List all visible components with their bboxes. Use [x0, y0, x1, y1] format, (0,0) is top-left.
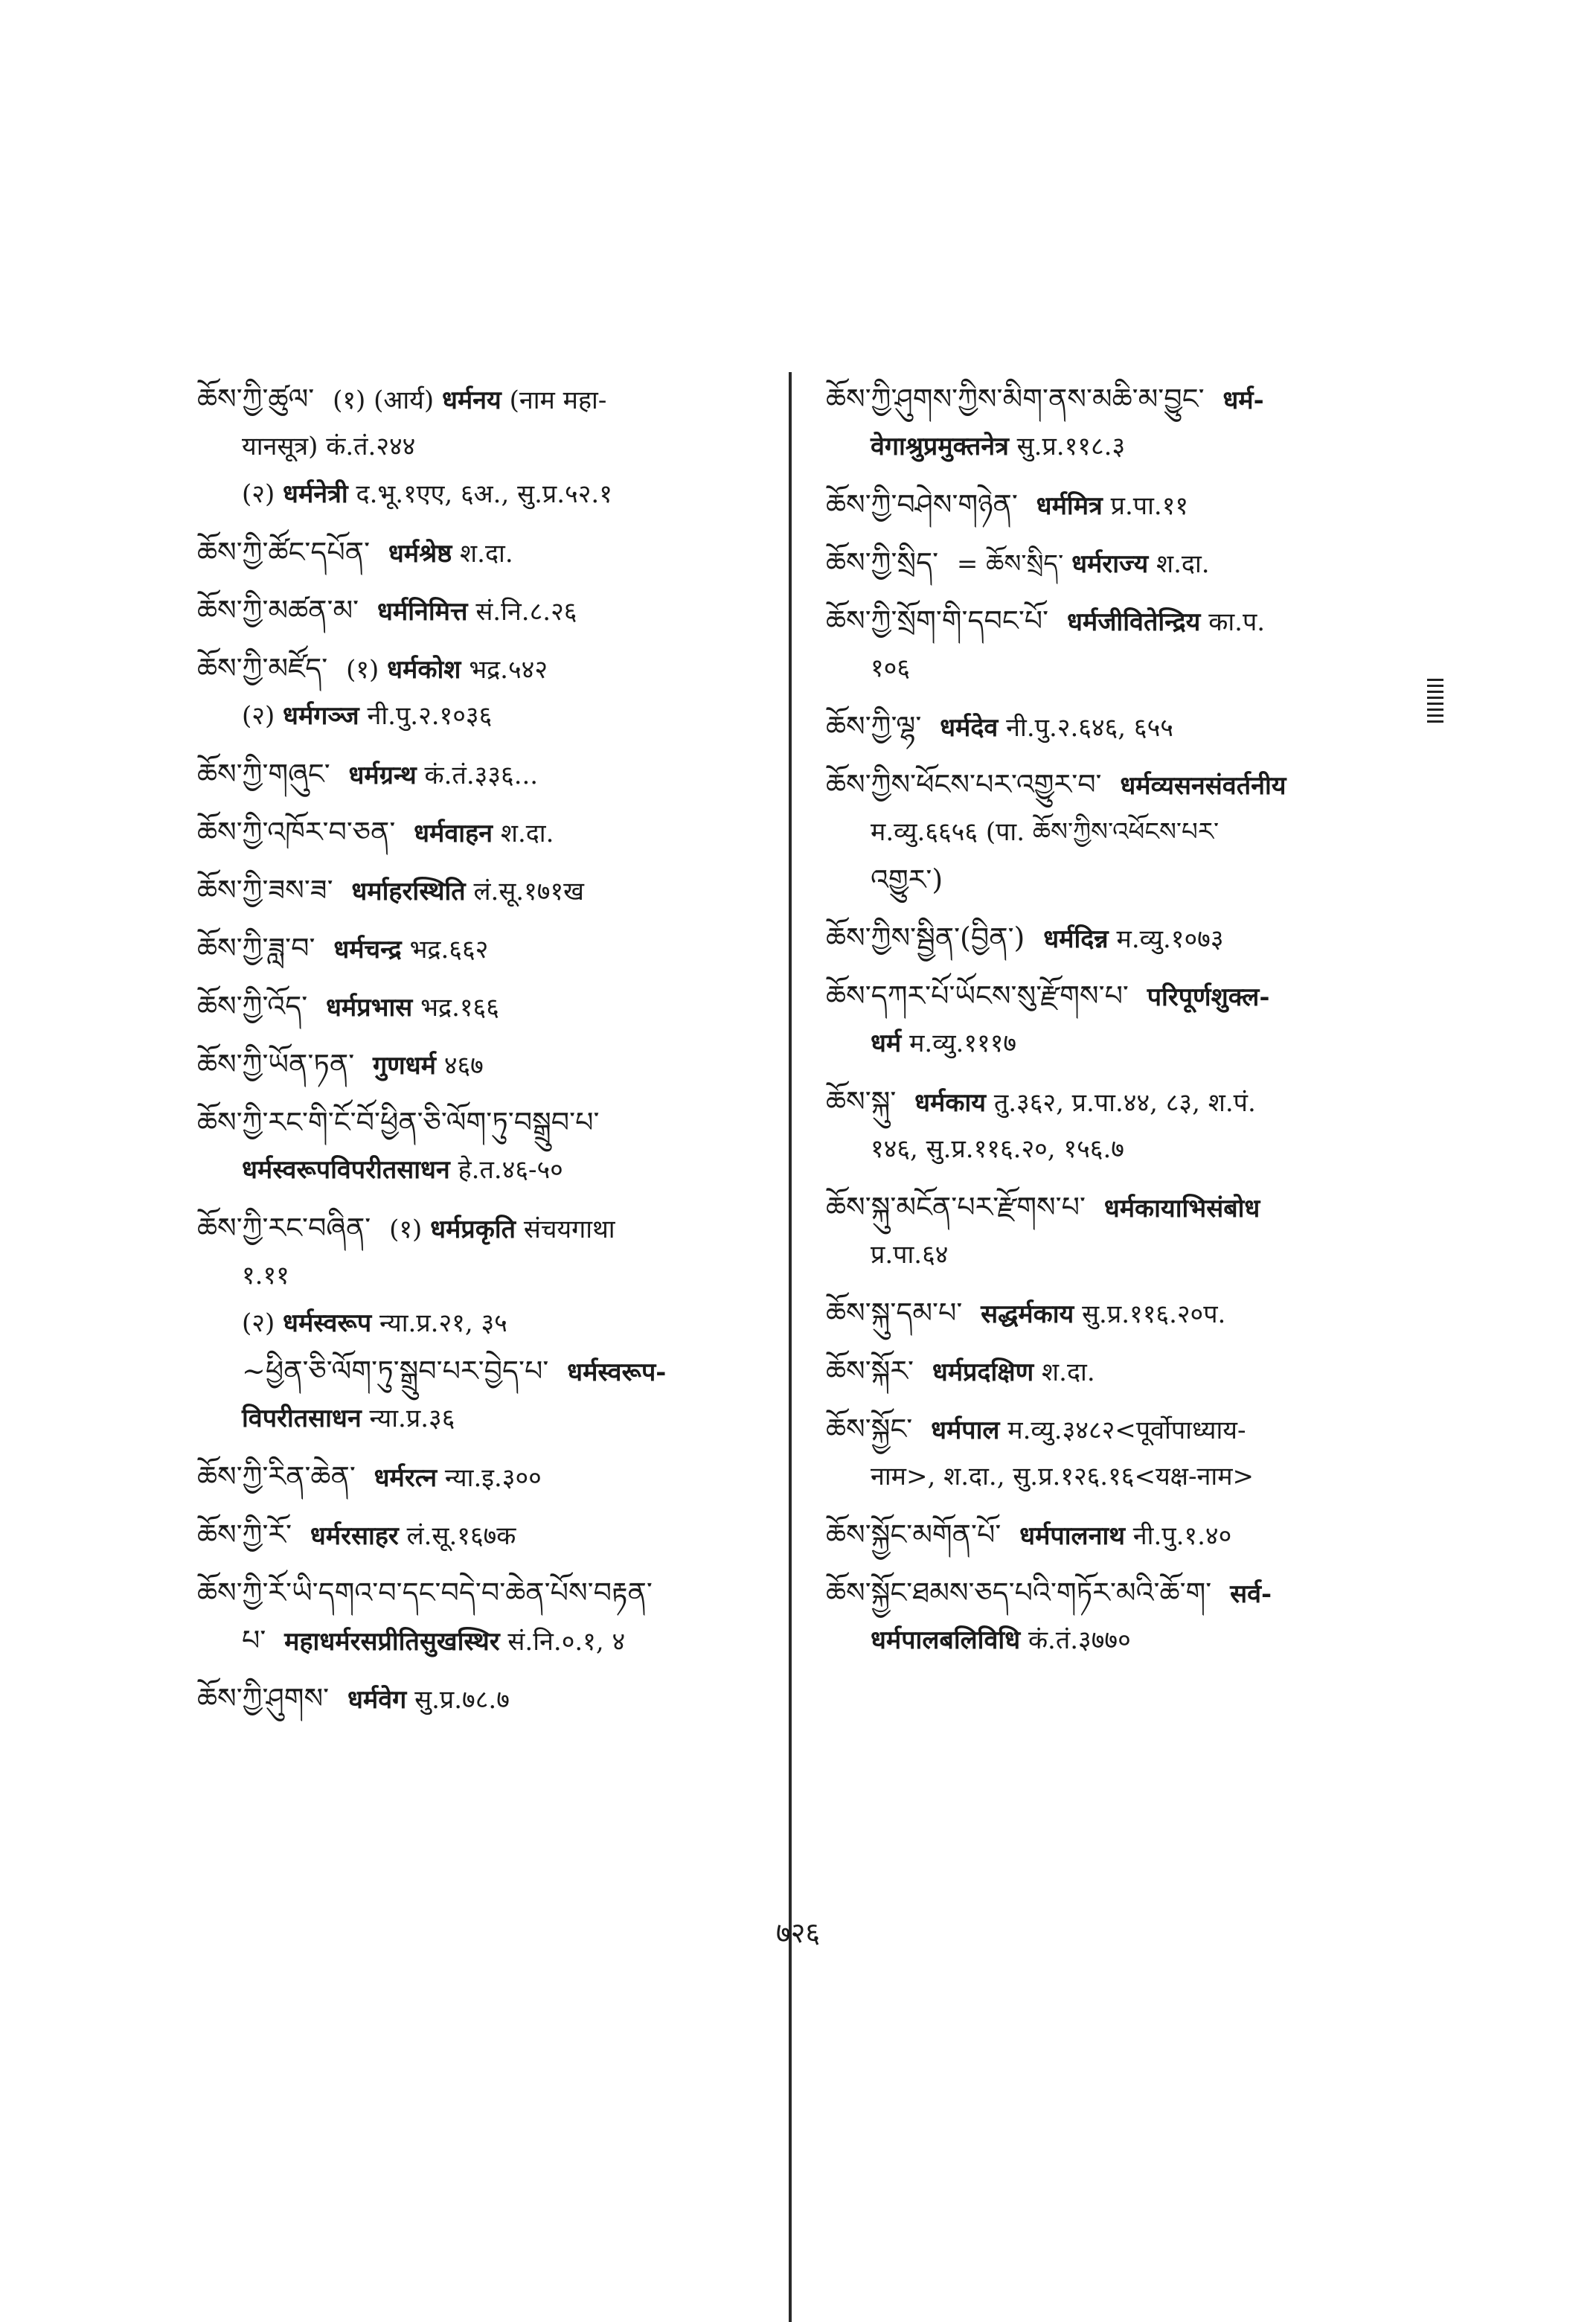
reference: श.दा. [1042, 1357, 1095, 1387]
entry-text: (१) [389, 1215, 423, 1244]
tibetan-term: ཆོས་སྐྱོང་མགོན་པོ་ [826, 1518, 1001, 1551]
margin-mark [1427, 679, 1443, 738]
entry-continuation [826, 423, 1406, 470]
tibetan-term: ཆོས་ཀྱི་གཞུང་ [197, 758, 330, 790]
reference: तु.३६२, प्र.पा.४४, ८३, श.पं. [993, 1088, 1256, 1118]
reference: कं.तं.३७७० [1028, 1625, 1131, 1655]
reference: भद्र.१६६ [420, 993, 499, 1023]
dictionary-entry [197, 866, 770, 914]
reference: सु.प्र.११८.३ [1016, 432, 1126, 461]
right-column [826, 365, 1406, 1664]
tibetan-term: ཆོས་ཀྱི་མཚན་མ་ [197, 594, 359, 627]
sanskrit-term: धर्मनिमित्त [376, 597, 468, 627]
reference: का.प. [1208, 607, 1266, 637]
tibetan-term: ~ཕྱིན་ཅི་ལོག་ཏུ་སྒྲུབ་པར་བྱེད་པ་ [242, 1354, 549, 1387]
page-number: ७२६ [775, 1916, 821, 1949]
sanskrit-term: धर्मकाय [914, 1088, 987, 1118]
dictionary-entry [197, 528, 770, 576]
sanskrit-term: धर्मचन्द्र [333, 935, 402, 965]
left-column [197, 365, 770, 1722]
reference: भद्र.५४२ [469, 655, 548, 685]
entry-text: नाम>, श.दा., सु.प्र.१२६.१६<यक्ष-नाम> [871, 1462, 1254, 1491]
sanskrit-term: धर्मग्रन्थ [348, 761, 417, 790]
reference: प्र.पा.११ [1110, 491, 1189, 521]
tibetan-term: ཆོས་ཀྱི་སྲིད་ [826, 546, 939, 579]
entry-continuation [826, 1231, 1406, 1279]
dictionary-entry [197, 982, 770, 1030]
reference: म.व्यु.३४८२<पूर्वोपाध्याय- [1007, 1416, 1246, 1445]
reference: सु.प्र.११६.२०प. [1082, 1299, 1226, 1329]
entry-text: म.व्यु.६६५६ (पा. ཆོས་ཀྱིས་འཕོངས་པར་ [871, 817, 1220, 847]
tibetan-term: ཆོས་ཀྱི་རོ་ [197, 1518, 292, 1551]
dictionary-entry [197, 1511, 770, 1558]
reference: संचयगाथा [523, 1215, 615, 1244]
dictionary-entry [826, 1183, 1406, 1231]
dictionary-entry [826, 1078, 1406, 1125]
tibetan-term: ཆོས་ཀྱི་ཟས་ཟ་ [197, 874, 333, 906]
tibetan-term: ཆོས་ཀྱི་ཡོན་ཏན་ [197, 1048, 355, 1081]
sanskrit-term: महाधर्मरसप्रीतिसुखस्थिर [284, 1627, 500, 1657]
sanskrit-term: धर्मस्वरूप [283, 1308, 372, 1338]
entry-continuation [826, 856, 1406, 903]
entry-text: यानसूत्र) कं.तं.२४४ [242, 432, 416, 461]
sanskrit-term: धर्मप्रभास [326, 993, 413, 1023]
reference: श.दा. [1156, 549, 1210, 579]
sanskrit-term: धर्मप्रदक्षिण [932, 1357, 1034, 1387]
dictionary-entry [826, 972, 1406, 1020]
sanskrit-term: धर्मकायाभिसंबोध [1103, 1194, 1260, 1224]
dictionary-entry [197, 750, 770, 798]
dictionary-entry [826, 539, 1406, 586]
tibetan-term: ཆོས་སྐོར་ [826, 1354, 914, 1387]
entry-text: (१) (आर्य) [333, 386, 435, 415]
dictionary-entry [826, 375, 1406, 423]
entry-text: १०६ [871, 653, 911, 683]
sanskrit-term: वेगाश्रुप्रमुक्तनेत्र [871, 432, 1009, 461]
reference: सं.नि.८.२६ [475, 597, 577, 627]
tibetan-term: ཆོས་ཀྱི་རང་གི་ངོ་བོ་ཕྱིན་ཅི་ལོག་ཏུ་བསྒྲུབ་པ་ [197, 1106, 600, 1139]
tibetan-term: ཆོས་ཀྱི་རོ་ཡི་དགའ་བ་དང་བདེ་བ་ཆེན་པོས་བརྟན་ [197, 1576, 653, 1609]
dictionary-entry [197, 586, 770, 634]
reference: न्या.प्र.२१, ३५ [379, 1308, 507, 1338]
tibetan-term: ཆོས་ཀྱི་བཤེས་གཉེན་ [826, 488, 1018, 521]
entry-continuation [197, 1395, 770, 1442]
dictionary-entry [197, 1453, 770, 1500]
entry-continuation [197, 470, 770, 518]
entry-text: (२) [242, 1308, 275, 1338]
tibetan-term: ཆོས་ཀྱི་ལྷ་ [826, 710, 922, 743]
dictionary-entry [197, 375, 770, 423]
entry-continuation [197, 1616, 770, 1664]
dictionary-entry [197, 1569, 770, 1616]
tibetan-term: ཆོས་སྐུ་དམ་པ་ [826, 1296, 963, 1329]
reference: श.दा. [460, 539, 513, 569]
column-divider [789, 372, 792, 2322]
sanskrit-term: धर्मराज्य [1071, 549, 1149, 579]
dictionary-entry [826, 914, 1406, 962]
sanskrit-term: सद्धर्मकाय [981, 1299, 1074, 1329]
dictionary-entry [197, 808, 770, 856]
entry-text: (२) [242, 701, 275, 731]
reference: लं.सू.१६७क [406, 1521, 516, 1551]
reference: सं.नि.०.१, ४ [507, 1627, 626, 1657]
sanskrit-term: धर्मव्यसनसंवर्तनीय [1120, 771, 1286, 801]
entry-continuation [197, 1347, 770, 1395]
dictionary-entry [826, 597, 1406, 645]
entry-text: (२) [242, 479, 275, 509]
tibetan-term: ཆོས་སྐྱོང་ཐམས་ཅད་པའི་གཏོར་མའི་ཆོ་ག་ [826, 1576, 1212, 1609]
entry-text: = ཆོས་སྲིད་ [956, 549, 1064, 579]
dictionary-entry [197, 1204, 770, 1252]
entry-continuation [826, 645, 1406, 692]
entry-continuation [197, 1252, 770, 1299]
sanskrit-term: धर्मपाल [931, 1416, 1000, 1445]
reference: लं.सू.१७१ख [473, 877, 584, 906]
dictionary-entry [826, 1289, 1406, 1337]
sanskrit-term: धर्मवाहन [414, 819, 493, 848]
reference: श.दा. [500, 819, 554, 848]
entry-continuation [197, 1146, 770, 1194]
tibetan-term: ཆོས་ཀྱི་ཤུགས་ཀྱིས་མིག་ནས་མཆི་མ་བྱུང་ [826, 383, 1205, 415]
dictionary-entry [826, 481, 1406, 528]
sanskrit-term: विपरीतसाधन [242, 1404, 362, 1433]
sanskrit-term: धर्मरसाहर [310, 1521, 399, 1551]
sanskrit-term: धर्मनय [441, 386, 501, 415]
sanskrit-term: परिपूर्णशुक्ल- [1147, 982, 1270, 1012]
dictionary-entry [197, 924, 770, 972]
tibetan-term: ཆོས་ཀྱི་ཤུགས་ [197, 1682, 330, 1715]
reference: म.व्यु.१११७ [909, 1029, 1017, 1058]
sanskrit-term: धर्मदेव [940, 713, 999, 743]
reference: सु.प्र.७८.७ [414, 1685, 510, 1715]
reference: न्या.इ.३०० [444, 1463, 542, 1493]
entry-text: १४६, सु.प्र.११६.२०, १५६.७ [871, 1134, 1124, 1164]
sanskrit-term: धर्मजीवितेन्द्रिय [1066, 607, 1201, 637]
entry-text: (१) [346, 655, 379, 685]
tibetan-term: ཆོས་ཀྱི་མཛོད་ [197, 652, 328, 685]
reference: नी.पु.२.१०३६ [367, 701, 493, 731]
sanskrit-term: धर्मपालनाथ [1019, 1521, 1125, 1551]
tibetan-term: ཆོས་སྐྱོང་ [826, 1413, 913, 1445]
dictionary-entry [826, 1405, 1406, 1453]
tibetan-term: ཆོས་དཀར་པོ་ཡོངས་སུ་རྫོགས་པ་ [826, 979, 1129, 1012]
tibetan-term: ཆོས་ཀྱི་སྲོག་གི་དབང་པོ་ [826, 604, 1049, 637]
tibetan-term: ཆོས་ཀྱི་རིན་ཆེན་ [197, 1460, 356, 1493]
reference: (नाम महा- [509, 386, 607, 415]
sanskrit-term: धर्मस्वरूपविपरीतसाधन [242, 1155, 450, 1185]
entry-continuation [197, 423, 770, 470]
reference: नी.पु.१.४० [1132, 1521, 1232, 1551]
dictionary-entry [197, 1040, 770, 1088]
tibetan-term: པ་ [242, 1624, 266, 1657]
dictionary-entry [826, 1511, 1406, 1558]
entry-text: १.११ [242, 1261, 289, 1290]
entry-continuation [197, 1299, 770, 1347]
sanskrit-term: धर्मवेग [347, 1685, 407, 1715]
dictionary-entry [826, 1569, 1406, 1616]
sanskrit-term: धर्माहरस्थिति [351, 877, 466, 906]
dictionary-entry [826, 703, 1406, 750]
dictionary-entry [826, 761, 1406, 808]
entry-text: प्र.पा.६४ [871, 1240, 949, 1270]
sanskrit-term: धर्म [871, 1029, 902, 1058]
reference: भद्र.६६२ [409, 935, 489, 965]
sanskrit-term: धर्मदिन्न [1043, 924, 1109, 954]
dictionary-entry [197, 645, 770, 692]
dictionary-entry [826, 1347, 1406, 1395]
entry-continuation [826, 1616, 1406, 1664]
entry-continuation [826, 808, 1406, 856]
tibetan-term: ཆོས་ཀྱི་རང་བཞིན་ [197, 1212, 371, 1244]
sanskrit-term: धर्मस्वरूप- [567, 1357, 667, 1387]
sanskrit-term: धर्म- [1222, 386, 1264, 415]
reference: कं.तं.३३६... [424, 761, 539, 790]
entry-continuation [826, 1453, 1406, 1500]
reference: न्या.प्र.३६ [369, 1404, 455, 1433]
entry-continuation [826, 1020, 1406, 1067]
tibetan-term: ཆོས་ཀྱིས་སྦྱིན་(བྱིན་) [826, 921, 1025, 954]
sanskrit-term: धर्मपालबलिविधि [871, 1625, 1021, 1655]
tibetan-term: འགྱུར་) [871, 863, 943, 896]
tibetan-term: ཆོས་སྐུ་མངོན་པར་རྫོགས་པ་ [826, 1191, 1086, 1224]
sanskrit-term: धर्मरत्न [374, 1463, 438, 1493]
tibetan-term: ཆོས་ཀྱི་འཁོར་བ་ཅན་ [197, 816, 396, 848]
reference: नी.पु.२.६४६, ६५५ [1006, 713, 1173, 743]
reference: ४६७ [443, 1051, 484, 1081]
sanskrit-term: धर्मगञ्ज [283, 701, 359, 731]
tibetan-term: ཆོས་ཀྱི་འོད་ [197, 990, 308, 1023]
sanskrit-term: धर्ममित्र [1036, 491, 1103, 521]
sanskrit-term: धर्मप्रकृति [430, 1215, 516, 1244]
tibetan-term: ཆོས་ཀྱི་ཚུལ་ [197, 383, 315, 415]
reference: द.भू.१एए, ६अ., सु.प्र.५२.१ [356, 479, 612, 509]
dictionary-entry [197, 1098, 770, 1146]
tibetan-term: ཆོས་ཀྱིས་ཕོངས་པར་འགྱུར་བ་ [826, 768, 1102, 801]
reference: म.व्यु.१०७३ [1116, 924, 1224, 954]
tibetan-term: ཆོས་ཀྱི་ཟླ་བ་ [197, 932, 315, 965]
tibetan-term: ཆོས་སྐུ་ [826, 1085, 897, 1118]
sanskrit-term: धर्मश्रेष्ठ [388, 539, 452, 569]
dictionary-entry [197, 1675, 770, 1722]
entry-continuation [197, 692, 770, 740]
sanskrit-term: धर्मनेत्री [283, 479, 348, 509]
sanskrit-term: धर्मकोश [387, 655, 461, 685]
entry-continuation [826, 1125, 1406, 1173]
tibetan-term: ཆོས་ཀྱི་ཚོང་དཔོན་ [197, 536, 371, 569]
reference: हे.त.४६-५० [458, 1155, 563, 1185]
sanskrit-term: सर्व- [1230, 1579, 1272, 1609]
sanskrit-term: गुणधर्म [373, 1051, 436, 1081]
